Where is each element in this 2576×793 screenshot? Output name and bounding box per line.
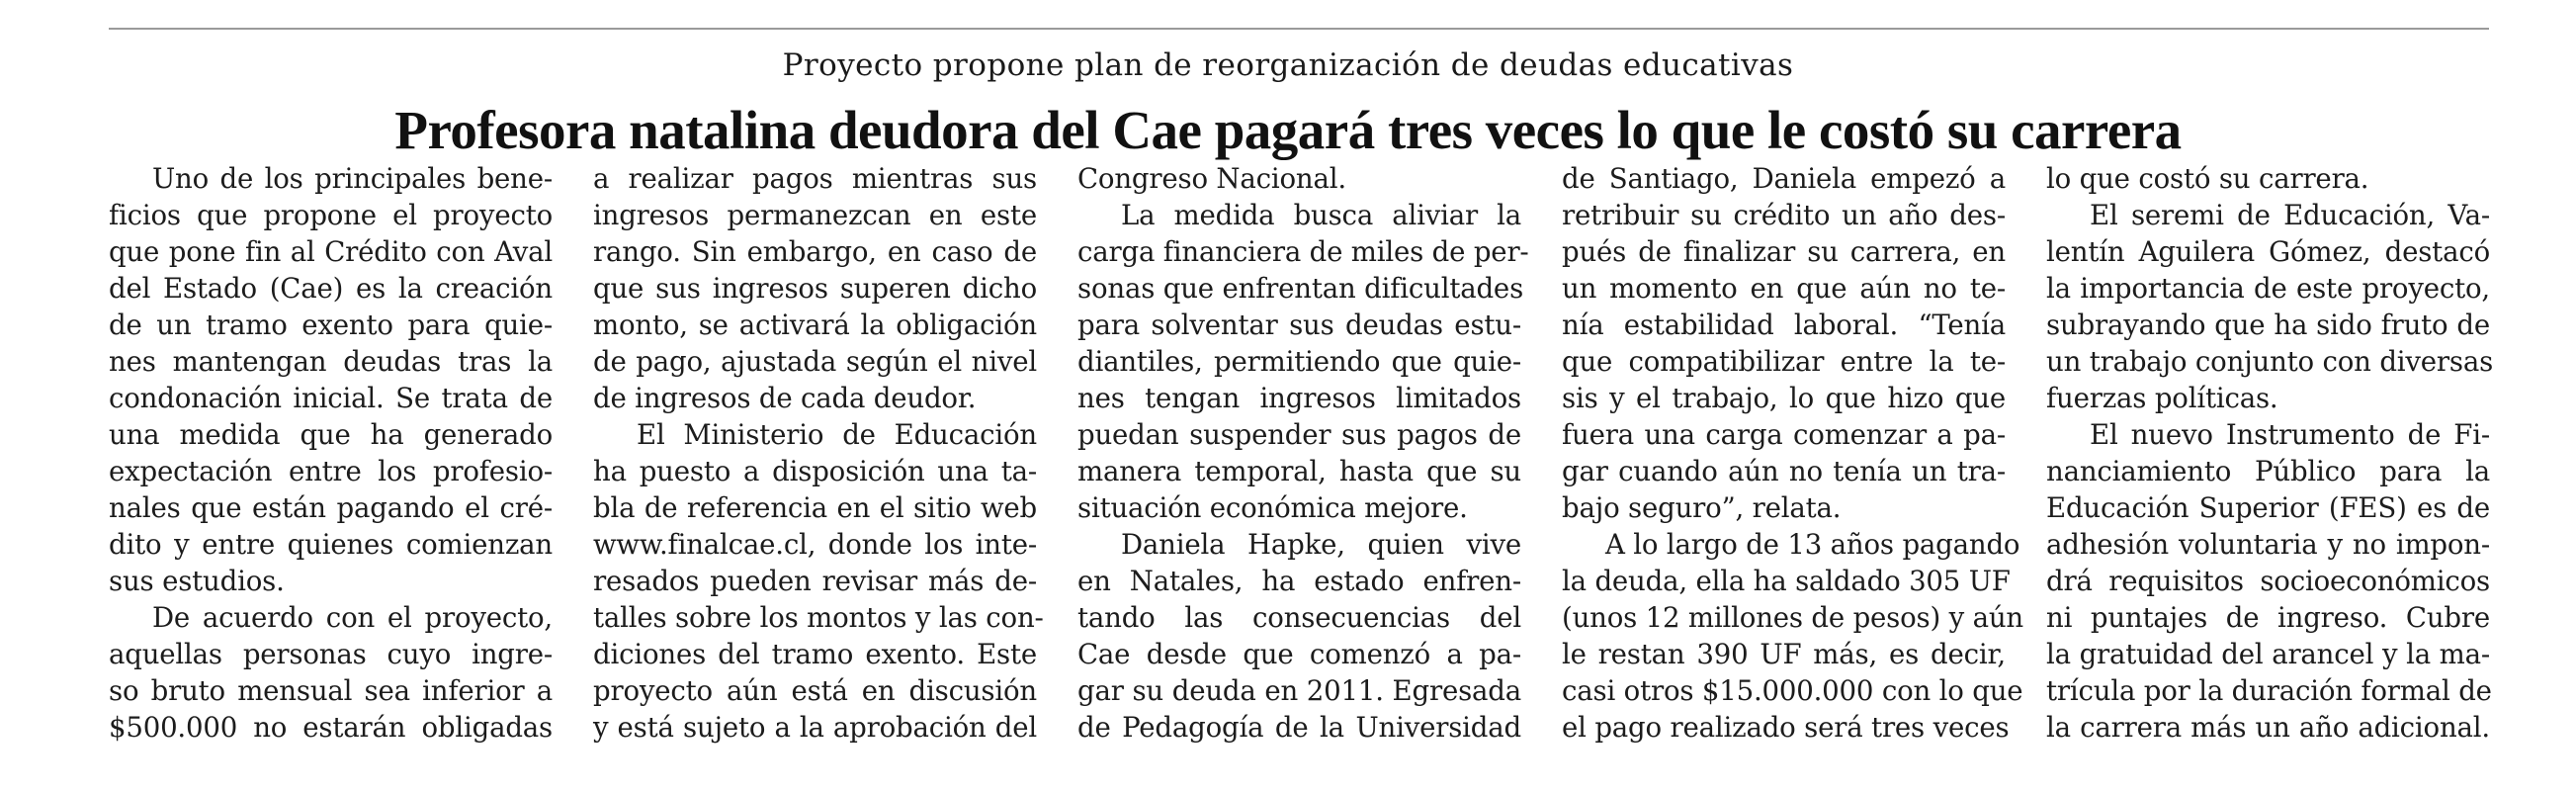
- text-line: nes tengan ingresos limitados: [1077, 382, 1521, 414]
- text-line: monto, se activará la obligación: [593, 308, 1037, 341]
- text-line: Educación Superior (FES) es de: [2046, 491, 2490, 524]
- text-line: de pago, ajustada según el nivel: [593, 345, 1037, 378]
- text-line: trícula por la duración formal de: [2046, 674, 2492, 707]
- text-line: El Ministerio de Educación: [637, 418, 1037, 451]
- text-line: retribuir su crédito un año des-: [1562, 199, 2006, 231]
- text-line: manera temporal, hasta que su: [1077, 455, 1521, 487]
- article-headline: Profesora natalina deudora del Cae pagará tres veces lo que le costó su carrera: [394, 100, 2182, 160]
- text-line: nales que están pagando el cré-: [109, 491, 553, 524]
- text-line: bla de referencia en el sitio web: [593, 491, 1037, 524]
- article-body: [109, 160, 2494, 793]
- text-line: que pone fin al Crédito con Aval: [109, 235, 553, 268]
- text-line: De acuerdo con el proyecto,: [152, 601, 553, 634]
- text-line: resados pueden revisar más de-: [593, 565, 1037, 597]
- text-line: y está sujeto a la aprobación del: [593, 711, 1037, 744]
- text-line: la deuda, ella ha saldado 305 UF: [1562, 565, 2011, 597]
- text-line: lo que costó su carrera.: [2046, 162, 2369, 195]
- text-line: situación económica mejore.: [1077, 491, 1468, 524]
- text-line: (unos 12 millones de pesos) y aún: [1562, 601, 2024, 634]
- text-line: bajo seguro”, relata.: [1562, 491, 1842, 524]
- text-line: ingresos permanezcan en este: [593, 199, 1037, 231]
- text-line: un momento en que aún no te-: [1562, 272, 2006, 305]
- text-line: casi otros $15.000.000 con lo que: [1562, 674, 2023, 707]
- text-line: subrayando que ha sido fruto de: [2046, 308, 2490, 341]
- text-line: que compatibilizar entre la te-: [1562, 345, 2006, 378]
- text-line: Uno de los principales bene-: [152, 162, 553, 195]
- text-line: El seremi de Educación, Va-: [2090, 199, 2490, 231]
- text-line: diciones del tramo exento. Este: [593, 638, 1037, 670]
- text-line: ficios que propone el proyecto: [109, 199, 553, 231]
- text-line: un trabajo conjunto con diversas: [2046, 345, 2494, 378]
- text-line: la importancia de este proyecto,: [2046, 272, 2490, 305]
- text-line: ni puntajes de ingreso. Cubre: [2046, 601, 2490, 634]
- text-column-2: [593, 160, 1044, 793]
- text-line: de ingresos de cada deudor.: [593, 382, 977, 414]
- text-line: nanciamiento Público para la: [2046, 455, 2490, 487]
- text-line: sonas que enfrentan dificultades: [1077, 272, 1524, 305]
- text-line: La medida busca aliviar la: [1121, 199, 1521, 231]
- text-line: nes mantengan deudas tras la: [109, 345, 553, 378]
- text-line: El nuevo Instrumento de Fi-: [2090, 418, 2490, 451]
- text-line: aquellas personas cuyo ingre-: [109, 638, 553, 670]
- text-line: nía estabilidad laboral. “Tenía: [1562, 308, 2006, 341]
- text-line: para solventar sus deudas estu-: [1077, 308, 1521, 341]
- text-line: so bruto mensual sea inferior a: [109, 674, 553, 707]
- text-line: fuerzas políticas.: [2046, 382, 2278, 414]
- text-line: www.finalcae.cl, donde los inte-: [593, 528, 1037, 561]
- text-line: sus estudios.: [109, 565, 285, 597]
- text-line: la gratuidad del arancel y la ma-: [2046, 638, 2490, 670]
- text-line: a realizar pagos mientras sus: [593, 162, 1037, 195]
- text-line: de Santiago, Daniela empezó a: [1562, 162, 2006, 195]
- text-line: drá requisitos socioeconómicos: [2046, 565, 2490, 597]
- text-line: una medida que ha generado: [109, 418, 553, 451]
- text-line: Congreso Nacional.: [1077, 162, 1346, 195]
- text-line: sis y el trabajo, lo que hizo que: [1562, 382, 2006, 414]
- text-line: lentín Aguilera Gómez, destacó: [2046, 235, 2490, 268]
- text-line: en Natales, ha estado enfren-: [1077, 565, 1521, 597]
- text-line: rango. Sin embargo, en caso de: [593, 235, 1037, 268]
- text-line: de Pedagogía de la Universidad: [1077, 711, 1521, 744]
- text-line: la carrera más un año adicional.: [2046, 711, 2490, 744]
- text-line: proyecto aún está en discusión: [593, 674, 1037, 707]
- text-line: tando las consecuencias del: [1077, 601, 1521, 634]
- text-line: carga financiera de miles de per-: [1077, 235, 1529, 268]
- text-line: talles sobre los montos y las con-: [593, 601, 1044, 634]
- text-line: gar su deuda en 2011. Egresada: [1077, 674, 1521, 707]
- text-column-5: [2046, 160, 2494, 793]
- text-line: fuera una carga comenzar a pa-: [1562, 418, 2006, 451]
- text-column-3: [1077, 160, 1529, 793]
- text-line: le restan 390 UF más, es decir,: [1562, 638, 2006, 670]
- text-line: el pago realizado será tres veces: [1562, 711, 2010, 744]
- text-line: puedan suspender sus pagos de: [1077, 418, 1521, 451]
- article-kicker: Proyecto propone plan de reorganización de deudas educativas: [782, 47, 1794, 83]
- text-line: condonación inicial. Se trata de: [109, 382, 553, 414]
- text-line: que sus ingresos superen dicho: [593, 272, 1037, 305]
- text-line: del Estado (Cae) es la creación: [109, 272, 553, 305]
- text-line: $500.000 no estarán obligadas: [109, 711, 553, 744]
- text-line: expectación entre los profesio-: [109, 455, 553, 487]
- text-line: diantiles, permitiendo que quie-: [1077, 345, 1521, 378]
- text-line: gar cuando aún no tenía un tra-: [1562, 455, 2006, 487]
- top-divider: [109, 28, 2489, 30]
- text-line: A lo largo de 13 años pagando: [1605, 528, 2020, 561]
- text-column-4: [1562, 160, 2024, 793]
- text-line: Daniela Hapke, quien vive: [1121, 528, 1521, 561]
- text-line: de un tramo exento para quie-: [109, 308, 553, 341]
- text-line: Cae desde que comenzó a pa-: [1077, 638, 1521, 670]
- text-line: dito y entre quienes comienzan: [109, 528, 553, 561]
- text-line: adhesión voluntaria y no impon-: [2046, 528, 2490, 561]
- text-line: pués de finalizar su carrera, en: [1562, 235, 2006, 268]
- text-line: ha puesto a disposición una ta-: [593, 455, 1037, 487]
- text-column-1: [109, 160, 553, 793]
